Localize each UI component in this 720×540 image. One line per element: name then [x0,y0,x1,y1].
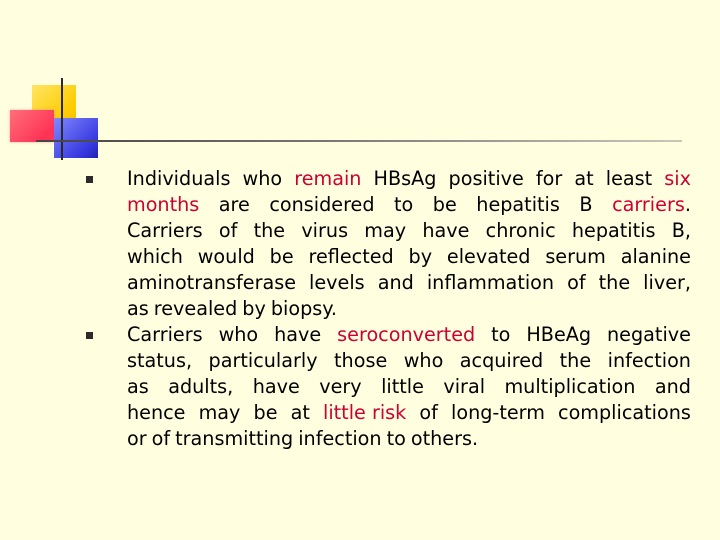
word: who [403,349,444,372]
text-line [127,374,691,400]
word: and [377,271,414,294]
word [664,166,691,192]
word: transmitting [175,427,294,450]
word: of [567,271,586,294]
word: of [218,219,238,242]
punctuation: . [684,193,691,216]
word: have [274,323,322,346]
text-line [127,400,691,426]
highlighted-term: carriers [612,193,685,216]
word: elevated [446,245,531,268]
word: serum [545,245,606,268]
word: HBeAg [526,323,592,346]
word: considered [269,193,375,216]
highlighted-term: remain [294,167,362,190]
text-line [127,426,691,452]
word: to [491,323,511,346]
word: levels [309,271,365,294]
word: for [535,167,563,190]
highlighted-term: seroconverted [337,323,476,346]
word: and [654,375,691,398]
word: chronic [485,219,556,242]
bullet-marker-icon [86,332,93,339]
word: would [197,245,255,268]
text-line [127,270,691,296]
word: by [242,297,266,320]
word: B, [671,219,691,242]
word: hepatitis [571,219,656,242]
word: at [290,401,310,424]
text-line [127,296,691,322]
word: complications [558,401,691,424]
word [127,192,199,218]
word: have [252,375,300,398]
text-line [127,166,691,192]
text-line [127,192,691,218]
highlighted-term: months [127,193,200,216]
word: status, [127,349,193,372]
word: who [218,323,259,346]
word: the [598,271,631,294]
word: viral [443,375,486,398]
word: are [218,193,250,216]
word: to [394,193,414,216]
highlighted-term: little risk [323,401,407,424]
word: those [334,349,388,372]
word: as [127,375,149,398]
word: who [242,167,283,190]
word: negative [607,323,691,346]
word: aminotransferase [127,271,297,294]
word: hence [127,401,186,424]
word: the [253,219,286,242]
word: acquired [459,349,544,372]
word: virus [301,219,349,242]
word: HBsAg [373,167,437,190]
word: adults, [168,375,234,398]
word: of [419,401,438,424]
word: revealed [153,297,238,320]
word: inflammation [426,271,555,294]
word: of [151,427,171,450]
word: or [127,427,147,450]
text-line [127,244,691,270]
word: least [605,167,653,190]
word: Individuals [127,167,231,190]
word: be [269,245,294,268]
word: as [127,297,149,320]
word: alanine [620,245,691,268]
word: others. [410,427,479,450]
word: liver, [643,271,691,294]
word: the [559,349,592,372]
word [337,322,475,348]
word: Carriers [127,219,203,242]
word: multiplication [504,375,636,398]
word: be [432,193,457,216]
highlighted-term: six [664,167,691,190]
word: positive [448,167,524,190]
word [323,400,406,426]
word [294,166,361,192]
text-line [127,322,691,348]
word: infection [607,349,691,372]
word: biopsy. [270,297,337,320]
word: by [408,245,433,268]
word: long-term [451,401,545,424]
word: little [381,375,424,398]
text-line [127,348,691,374]
word: Carriers [127,323,203,346]
word: may [198,401,241,424]
word: to [386,427,406,450]
word: reflected [308,245,394,268]
word: very [319,375,362,398]
text-line [127,218,691,244]
word: infection [298,427,382,450]
word [612,192,691,218]
word: be [253,401,278,424]
word: which [127,245,183,268]
word: particularly [208,349,318,372]
word: may [364,219,407,242]
word: hepatitis [476,193,560,216]
word: at [574,167,594,190]
bullet-marker-icon [86,176,93,183]
word: have [422,219,470,242]
word: B [579,193,593,216]
